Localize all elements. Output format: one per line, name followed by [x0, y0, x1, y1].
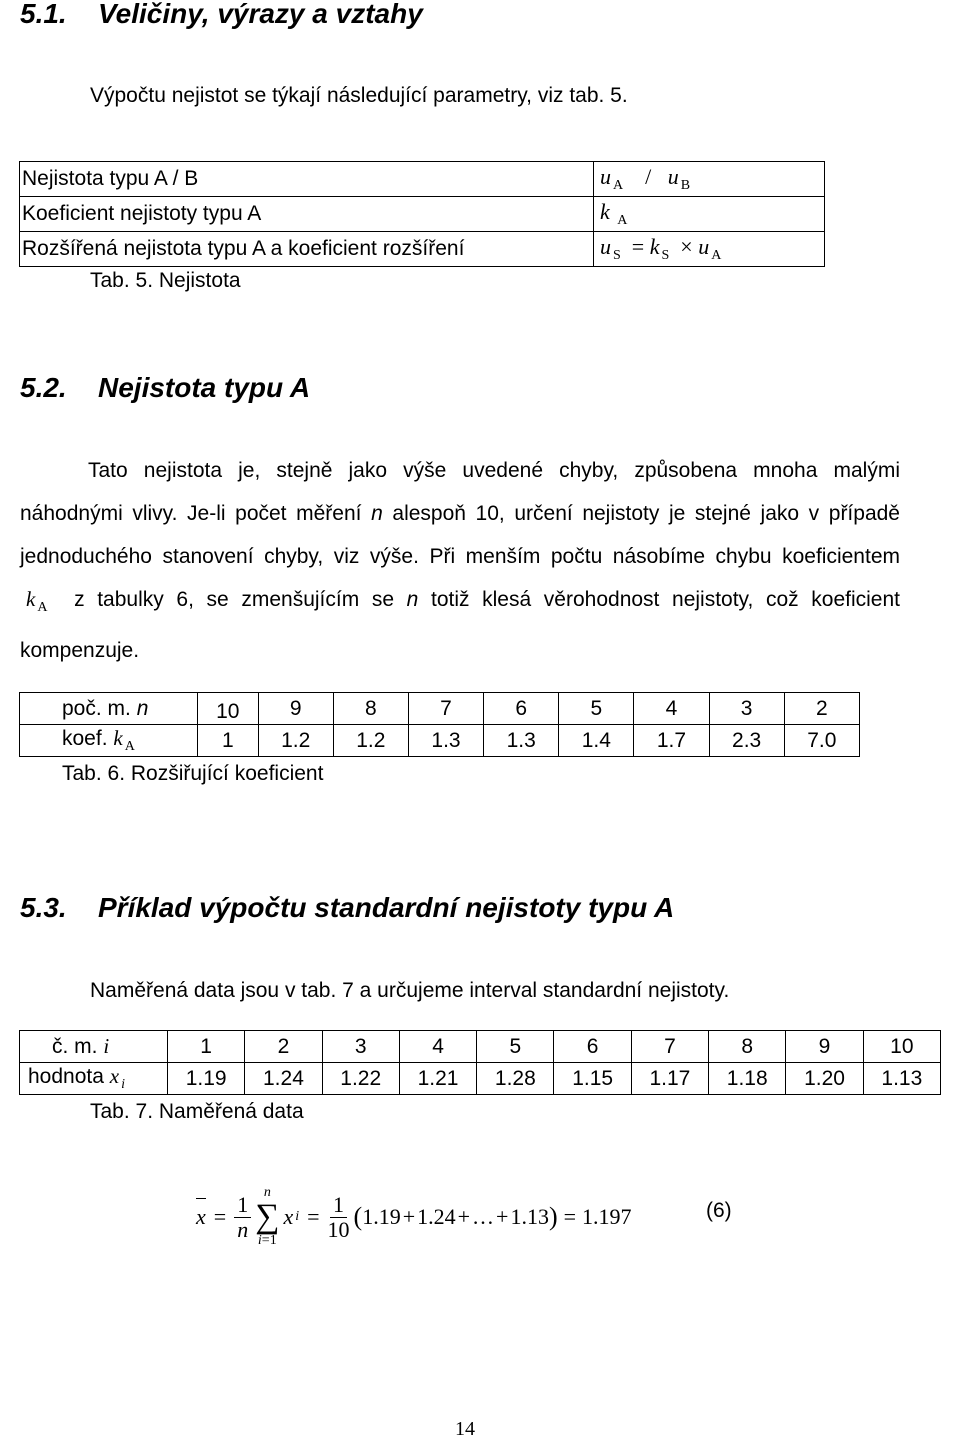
table-cell: 8 [333, 693, 408, 725]
paragraph-text: Tato nejistota je, stejně jako výše uvedené chyby, způsobena mnoha malými náhodnými vlivy. Je-li počet měření [20, 459, 900, 525]
row-label: hodnota [28, 1065, 104, 1088]
sum-symbol: n ∑ i=1 [255, 1185, 280, 1248]
mean-equation: x = $\frac{1}{n}$ n ∑ i=1 x i = $\frac{1}{10}$ ( 1.19 + 1.24 + … + 1.13 ) = 1.197 [196, 1185, 632, 1248]
equation-term: 1.19 [362, 1204, 401, 1229]
table-row [20, 693, 860, 725]
table-cell: 1.17 [631, 1063, 708, 1095]
equation-result: 1.197 [582, 1204, 632, 1229]
fraction-1-over-10: $\frac{1}{10}$ [327, 1191, 350, 1242]
parameters-table [19, 161, 825, 267]
table-cell: 1.3 [408, 725, 483, 757]
table-cell: Koeficient nejistoty typu A [20, 197, 594, 232]
table-cell: 2 [784, 693, 859, 725]
measured-data-table [19, 1030, 941, 1095]
section-heading-5-3 [20, 892, 674, 924]
table-cell: 1 [168, 1031, 245, 1063]
formula-cell: k $_A$ [594, 197, 825, 232]
intro-text: Naměřená data jsou v tab. 7 a určujeme interval standardní nejistoty. [90, 979, 730, 1002]
table-cell: 6 [484, 693, 559, 725]
table-cell: 8 [709, 1031, 786, 1063]
variable-n: n [406, 588, 419, 611]
variable-n: n [136, 696, 149, 720]
row-header [20, 1031, 168, 1063]
table-cell: 1.4 [559, 725, 634, 757]
table-caption: Tab. 7. Naměřená data [90, 1100, 304, 1123]
table-cell: 1.28 [477, 1063, 554, 1095]
table-cell: 2 [245, 1031, 322, 1063]
table-cell: 5 [477, 1031, 554, 1063]
table-cell: 1.20 [786, 1063, 863, 1095]
table-caption: Tab. 5. Nejistota [90, 269, 241, 292]
table-cell: 3 [709, 693, 784, 725]
variable-k-a: k $_A$ [26, 587, 48, 615]
table-cell: 1.19 [168, 1063, 245, 1095]
table-cell: 7 [631, 1031, 708, 1063]
section-heading-5-2 [20, 372, 310, 404]
table-cell: 9 [786, 1031, 863, 1063]
section-number: 5.2. [20, 372, 67, 403]
table-cell: 4 [634, 693, 709, 725]
section-title: Veličiny, výrazy a vztahy [98, 0, 423, 29]
table-cell: 4 [399, 1031, 476, 1063]
table-cell: 1.18 [709, 1063, 786, 1095]
table-row [20, 1031, 941, 1063]
table-cell: 7.0 [784, 725, 859, 757]
x-bar: x [196, 1204, 206, 1230]
table-cell: 1.15 [554, 1063, 631, 1095]
variable-n: n [371, 502, 383, 525]
table-cell: 7 [408, 693, 483, 725]
equation-term: 1.13 [510, 1204, 549, 1229]
row-label: č. m. [52, 1035, 98, 1058]
table-cell: 10 [198, 693, 259, 725]
table-cell: Rozšířená nejistota typu A a koeficient rozšíření [20, 232, 594, 267]
section-title: Příklad výpočtu standardní nejistoty typu A [98, 892, 675, 923]
section-title: Nejistota typu A [98, 372, 311, 403]
table-cell: 9 [258, 693, 333, 725]
table-cell: 6 [554, 1031, 631, 1063]
table-cell: 2.3 [709, 725, 784, 757]
table-row [20, 197, 825, 232]
paragraph [20, 449, 900, 672]
table-caption: Tab. 6. Rozšiřující koeficient [62, 762, 324, 785]
table-cell: 1.7 [634, 725, 709, 757]
table-cell: 3 [322, 1031, 399, 1063]
fraction-1-over-n: $\frac{1}{n}$ [234, 1193, 251, 1242]
intro-text: Výpočtu nejistot se týkají následující parametry, viz tab. 5. [90, 84, 628, 107]
paragraph-text: totiž klesá věrohodnost nejistoty, což koeficient kompenzuje. [20, 588, 900, 662]
variable-k-a: k $_A$ [113, 726, 135, 754]
table-cell: 1.22 [322, 1063, 399, 1095]
formula-cell: u $_S$ = k $_S$ × u $_A$ [594, 232, 825, 267]
table-cell: 5 [559, 693, 634, 725]
paragraph-text: alespoň 10, určení nejistoty je stejné jako v případě jednoduchého stanovení chyby, viz výše. Při menším počtu násobíme chybu koeficientem [20, 502, 900, 568]
table-cell: Nejistota typu A / B [20, 162, 594, 197]
section-number: 5.1. [20, 0, 67, 29]
table-cell: 1.13 [863, 1063, 940, 1095]
variable-x-i: x $_i$ [109, 1064, 125, 1092]
table-row [20, 162, 825, 197]
section-heading-5-1 [20, 0, 423, 30]
table-cell: 1 [198, 725, 259, 757]
table-cell: 1.21 [399, 1063, 476, 1095]
variable-i: i [103, 1034, 110, 1058]
equation-number: (6) [706, 1199, 732, 1222]
table-cell: 1.24 [245, 1063, 322, 1095]
table-cell: 1.3 [484, 725, 559, 757]
equation-term: 1.24 [417, 1204, 456, 1229]
table-cell: 1.2 [333, 725, 408, 757]
row-header [20, 725, 198, 757]
table-row [20, 1063, 941, 1095]
row-header [20, 693, 198, 725]
table-row [20, 232, 825, 267]
formula-cell: u $_A$ / u $_B$ [594, 162, 825, 197]
paragraph-text: z tabulky 6, se zmenšujícím se [74, 588, 395, 611]
row-label: koef. [62, 727, 108, 750]
row-label: poč. m. [62, 696, 131, 720]
section-number: 5.3. [20, 892, 67, 923]
table-cell: 1.2 [258, 725, 333, 757]
page-number: 14 [455, 1418, 475, 1440]
table-cell: 10 [863, 1031, 940, 1063]
table-row [20, 725, 860, 757]
row-header [20, 1063, 168, 1095]
coefficient-table [19, 692, 860, 757]
